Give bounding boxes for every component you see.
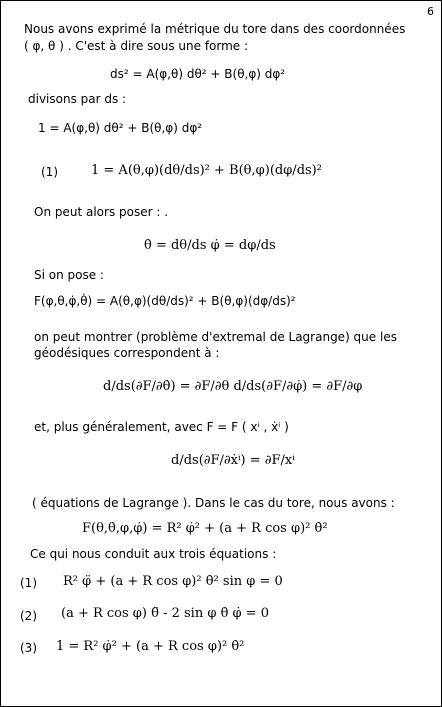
equation-1-label: (1) <box>41 165 58 179</box>
intro-line-1: Nous avons exprimé la métrique du tore dans des coordonnées <box>24 22 406 36</box>
general-equation: d/ds(∂F/∂ẋⁱ) = ∂F/xⁱ <box>171 453 295 468</box>
torus-text: ( équations de Lagrange ). Dans le cas du tore, nous avons : <box>32 496 395 510</box>
final-equation-1: R² φ̈ + (a + R cos φ)² θ̇² sin φ = 0 <box>63 574 283 589</box>
normalized-equation: 1 = A(φ,θ) dθ² + B(θ,φ) dφ² <box>38 121 203 135</box>
torus-F-equation: F(θ,θ̇,φ,φ̇) = R² φ̇² + (a + R cos φ)² θ̇² <box>82 521 328 536</box>
lagrange-text-2: géodésiques correspondent à : <box>34 346 220 360</box>
si-pose-text: Si on pose : <box>34 268 104 282</box>
intro-line-2: ( φ, θ ) . C'est à dire sous une forme : <box>24 39 249 53</box>
final-equation-1-label: (1) <box>20 576 37 590</box>
general-text: et, plus généralement, avec F = F ( xⁱ , ẋⁱ ) <box>34 420 289 434</box>
three-equations-text: Ce qui nous conduit aux trois équations : <box>30 547 277 561</box>
equation-1: 1 = A(θ,φ)(dθ/ds)² + B(θ,φ)(dφ/ds)² <box>91 163 322 178</box>
pose-equation: θ̇ = dθ/ds φ̇ = dφ/ds <box>144 238 276 253</box>
page-number: 6 <box>427 5 434 18</box>
F-definition: F(φ,θ,φ̇,θ̇) = A(θ,φ)(dθ/ds)² + B(θ,φ)(dφ/ds)² <box>34 294 296 308</box>
final-equation-2: (a + R cos φ) θ̈ - 2 sin φ θ̇ φ̇ = 0 <box>61 606 270 621</box>
lagrange-text-1: on peut montrer (problème d'extremal de Lagrange) que les <box>34 330 397 344</box>
final-equation-2-label: (2) <box>20 609 37 623</box>
metric-equation: ds² = A(φ,θ) dθ² + B(θ,φ) dφ² <box>110 67 286 81</box>
final-equation-3: 1 = R² φ̇² + (a + R cos φ)² θ̇² <box>56 639 245 654</box>
final-equation-3-label: (3) <box>20 641 37 655</box>
lagrange-equations: d/ds(∂F/∂θ̇) = ∂F/∂θ d/ds(∂F/∂φ̇) = ∂F/∂φ <box>103 379 363 394</box>
divide-text: divisons par ds : <box>28 92 127 106</box>
pose-text: On peut alors poser : . <box>34 205 169 219</box>
